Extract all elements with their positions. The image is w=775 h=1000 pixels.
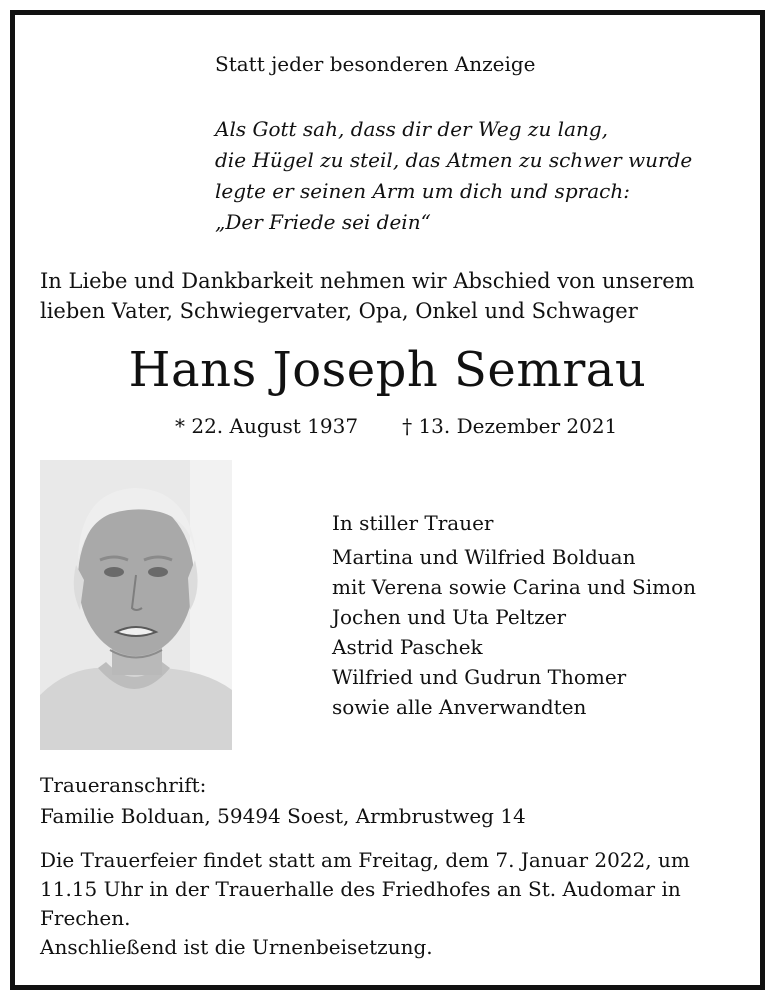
mourner-line: Wilfried und Gudrun Thomer — [332, 665, 627, 689]
address-value: Familie Bolduan, 59494 Soest, Armbrustweg 14 — [40, 804, 526, 828]
funeral-line: 11.15 Uhr in der Trauerhalle des Friedhofes an St. Audomar in — [40, 877, 681, 901]
deceased-name: Hans Joseph Semrau — [128, 342, 647, 398]
poem-line: die Hügel zu steil, das Atmen zu schwer wurde — [215, 148, 693, 172]
header-line: Statt jeder besonderen Anzeige — [215, 52, 536, 76]
intro-text — [40, 266, 695, 326]
life-dates — [175, 412, 617, 440]
address-label: Traueranschrift: — [40, 773, 207, 797]
mourners-list — [332, 508, 696, 722]
poem-line: „Der Friede sei dein“ — [215, 210, 431, 234]
mourner-line: Jochen und Uta Peltzer — [332, 605, 567, 629]
funeral-info — [40, 846, 690, 962]
death-date: † 13. Dezember 2021 — [402, 414, 618, 438]
portrait-illustration — [40, 460, 232, 750]
poem-line: legte er seinen Arm um dich und sprach: — [215, 179, 630, 203]
mourner-line: sowie alle Anverwandten — [332, 695, 587, 719]
mourning-address — [40, 770, 526, 832]
mourners-heading: In stiller Trauer — [332, 511, 494, 535]
funeral-line: Anschließend ist die Urnenbeisetzung. — [40, 935, 433, 959]
intro-line: In Liebe und Dankbarkeit nehmen wir Abschied von unserem — [40, 269, 695, 293]
poem-line: Als Gott sah, dass dir der Weg zu lang, — [215, 117, 609, 141]
birth-date: * 22. August 1937 — [175, 414, 359, 438]
mourner-line: Astrid Paschek — [332, 635, 483, 659]
poem — [215, 114, 692, 238]
portrait-photo — [40, 460, 232, 750]
intro-line: lieben Vater, Schwiegervater, Opa, Onkel und Schwager — [40, 299, 638, 323]
funeral-line: Frechen. — [40, 906, 131, 930]
funeral-line: Die Trauerfeier findet statt am Freitag, dem 7. Januar 2022, um — [40, 848, 690, 872]
mourner-line: Martina und Wilfried Bolduan — [332, 545, 636, 569]
mourner-line: mit Verena sowie Carina und Simon — [332, 575, 697, 599]
